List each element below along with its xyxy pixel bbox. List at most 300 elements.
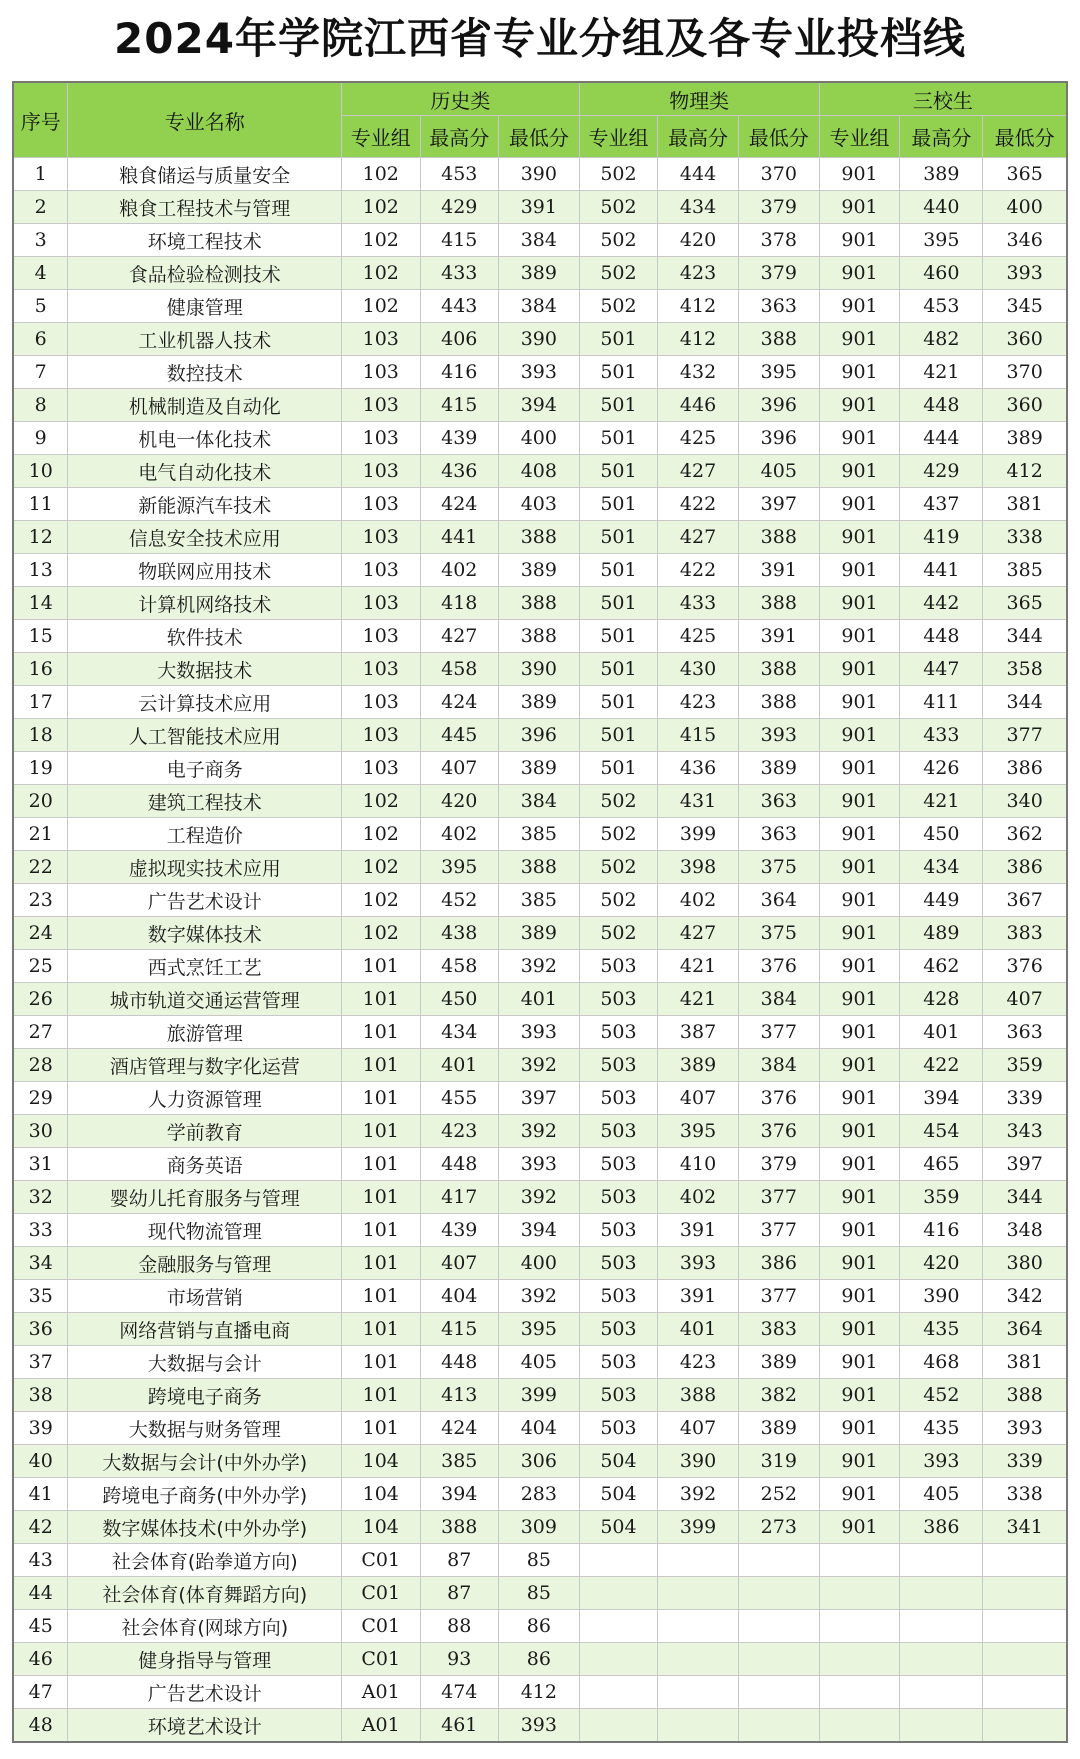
cell-physics-min xyxy=(738,1676,819,1709)
cell-sanxiao-group: 901 xyxy=(819,389,900,422)
table-row xyxy=(13,686,1067,719)
cell-seq: 29 xyxy=(13,1082,68,1115)
cell-physics-group xyxy=(579,1577,657,1610)
cell-sanxiao-group: 901 xyxy=(819,1379,900,1412)
cell-history-group: C01 xyxy=(342,1643,420,1676)
table-row xyxy=(13,1577,1067,1610)
cell-physics-max: 407 xyxy=(658,1082,739,1115)
cell-history-min: 390 xyxy=(498,323,579,356)
cell-history-max: 450 xyxy=(420,983,498,1016)
cell-major-name: 计算机网络技术 xyxy=(68,587,342,620)
cell-major-name: 人工智能技术应用 xyxy=(68,719,342,752)
table-row xyxy=(13,1115,1067,1148)
cell-major-name: 机电一体化技术 xyxy=(68,422,342,455)
table-row xyxy=(13,1511,1067,1544)
cell-physics-group: 502 xyxy=(579,785,657,818)
cell-history-group: 101 xyxy=(342,1412,420,1445)
table-body xyxy=(13,158,1067,1743)
cell-history-group: 103 xyxy=(342,323,420,356)
cell-history-min: 389 xyxy=(498,752,579,785)
cell-major-name: 信息安全技术应用 xyxy=(68,521,342,554)
cell-physics-group: 502 xyxy=(579,158,657,191)
cell-seq: 30 xyxy=(13,1115,68,1148)
cell-physics-max xyxy=(658,1577,739,1610)
cell-sanxiao-max: 435 xyxy=(900,1412,983,1445)
cell-physics-min: 396 xyxy=(738,422,819,455)
cell-sanxiao-group: 901 xyxy=(819,1049,900,1082)
cell-seq: 39 xyxy=(13,1412,68,1445)
cell-physics-group: 503 xyxy=(579,1379,657,1412)
cell-history-group: A01 xyxy=(342,1709,420,1743)
cell-seq: 47 xyxy=(13,1676,68,1709)
cell-major-name: 社会体育(网球方向) xyxy=(68,1610,342,1643)
header-sub-group: 专业组 xyxy=(819,116,900,158)
cell-physics-min: 363 xyxy=(738,290,819,323)
cell-history-max: 445 xyxy=(420,719,498,752)
table-row xyxy=(13,884,1067,917)
cell-history-min: 384 xyxy=(498,224,579,257)
cell-physics-max: 412 xyxy=(658,290,739,323)
cell-sanxiao-max: 460 xyxy=(900,257,983,290)
cell-history-min: 393 xyxy=(498,1016,579,1049)
cell-history-max: 415 xyxy=(420,224,498,257)
cell-history-group: 101 xyxy=(342,1181,420,1214)
cell-history-min: 309 xyxy=(498,1511,579,1544)
cell-seq: 41 xyxy=(13,1478,68,1511)
table-row xyxy=(13,389,1067,422)
cell-sanxiao-min: 343 xyxy=(983,1115,1067,1148)
cell-sanxiao-max: 448 xyxy=(900,620,983,653)
cell-history-group: 101 xyxy=(342,1115,420,1148)
cell-history-group: 102 xyxy=(342,158,420,191)
cell-physics-max: 399 xyxy=(658,1511,739,1544)
cell-history-group: 101 xyxy=(342,1313,420,1346)
cell-history-max: 474 xyxy=(420,1676,498,1709)
cell-history-max: 424 xyxy=(420,1412,498,1445)
cell-major-name: 人力资源管理 xyxy=(68,1082,342,1115)
cell-seq: 8 xyxy=(13,389,68,422)
cell-physics-min: 384 xyxy=(738,983,819,1016)
header-group-physics: 物理类 xyxy=(579,82,819,116)
cell-physics-group: 503 xyxy=(579,1280,657,1313)
cell-history-min: 306 xyxy=(498,1445,579,1478)
cell-history-max: 455 xyxy=(420,1082,498,1115)
cell-physics-max: 387 xyxy=(658,1016,739,1049)
cell-seq: 3 xyxy=(13,224,68,257)
cell-history-group: 101 xyxy=(342,983,420,1016)
cell-physics-max: 390 xyxy=(658,1445,739,1478)
cell-sanxiao-group: 901 xyxy=(819,1082,900,1115)
cell-sanxiao-group: 901 xyxy=(819,1511,900,1544)
cell-history-min: 394 xyxy=(498,389,579,422)
table-row xyxy=(13,587,1067,620)
cell-sanxiao-max: 411 xyxy=(900,686,983,719)
cell-history-min: 389 xyxy=(498,686,579,719)
table-row xyxy=(13,1709,1067,1743)
cell-physics-min: 377 xyxy=(738,1280,819,1313)
cell-history-min: 395 xyxy=(498,1313,579,1346)
cell-history-min: 392 xyxy=(498,950,579,983)
table-row xyxy=(13,224,1067,257)
cell-seq: 17 xyxy=(13,686,68,719)
cell-sanxiao-max: 395 xyxy=(900,224,983,257)
cell-physics-group xyxy=(579,1610,657,1643)
cell-physics-group: 501 xyxy=(579,422,657,455)
cell-physics-max: 420 xyxy=(658,224,739,257)
header-sub-max: 最高分 xyxy=(420,116,498,158)
cell-sanxiao-min: 377 xyxy=(983,719,1067,752)
cell-physics-max: 421 xyxy=(658,950,739,983)
cell-history-max: 458 xyxy=(420,950,498,983)
cell-sanxiao-max xyxy=(900,1544,983,1577)
cell-sanxiao-min: 389 xyxy=(983,422,1067,455)
cell-seq: 19 xyxy=(13,752,68,785)
cell-sanxiao-max: 419 xyxy=(900,521,983,554)
cell-history-min: 389 xyxy=(498,257,579,290)
cell-physics-min: 391 xyxy=(738,620,819,653)
cell-physics-min: 395 xyxy=(738,356,819,389)
cell-physics-max: 398 xyxy=(658,851,739,884)
header-sub-min: 最低分 xyxy=(498,116,579,158)
cell-major-name: 旅游管理 xyxy=(68,1016,342,1049)
cell-history-max: 407 xyxy=(420,1247,498,1280)
cell-history-min: 390 xyxy=(498,653,579,686)
cell-major-name: 健身指导与管理 xyxy=(68,1643,342,1676)
cell-physics-group: 503 xyxy=(579,950,657,983)
table-row xyxy=(13,1676,1067,1709)
cell-history-group: 103 xyxy=(342,389,420,422)
cell-sanxiao-min: 364 xyxy=(983,1313,1067,1346)
cell-sanxiao-max: 429 xyxy=(900,455,983,488)
cell-physics-group: 503 xyxy=(579,983,657,1016)
table-row xyxy=(13,1016,1067,1049)
cell-history-min: 412 xyxy=(498,1676,579,1709)
table-row xyxy=(13,1313,1067,1346)
cell-physics-max: 446 xyxy=(658,389,739,422)
cell-history-min: 384 xyxy=(498,290,579,323)
cell-physics-group: 501 xyxy=(579,620,657,653)
cell-history-max: 438 xyxy=(420,917,498,950)
cell-seq: 12 xyxy=(13,521,68,554)
cell-physics-group: 502 xyxy=(579,884,657,917)
cell-physics-group: 501 xyxy=(579,653,657,686)
cell-history-max: 434 xyxy=(420,1016,498,1049)
cell-sanxiao-max: 386 xyxy=(900,1511,983,1544)
cell-sanxiao-max: 448 xyxy=(900,389,983,422)
cell-physics-group: 501 xyxy=(579,719,657,752)
cell-physics-min: 389 xyxy=(738,1412,819,1445)
cell-history-max: 87 xyxy=(420,1577,498,1610)
cell-sanxiao-group: 901 xyxy=(819,356,900,389)
cell-seq: 20 xyxy=(13,785,68,818)
cell-physics-min xyxy=(738,1610,819,1643)
cell-history-min: 86 xyxy=(498,1643,579,1676)
cell-history-group: 103 xyxy=(342,554,420,587)
cell-sanxiao-min: 344 xyxy=(983,620,1067,653)
cell-physics-max: 422 xyxy=(658,488,739,521)
cell-sanxiao-min: 393 xyxy=(983,257,1067,290)
cell-physics-min: 382 xyxy=(738,1379,819,1412)
cell-physics-group xyxy=(579,1676,657,1709)
cell-history-min: 391 xyxy=(498,191,579,224)
cell-sanxiao-min: 397 xyxy=(983,1148,1067,1181)
cell-major-name: 食品检验检测技术 xyxy=(68,257,342,290)
cell-physics-max: 427 xyxy=(658,917,739,950)
cell-history-max: 417 xyxy=(420,1181,498,1214)
table-row xyxy=(13,851,1067,884)
cell-history-group: 102 xyxy=(342,191,420,224)
cell-physics-group: 501 xyxy=(579,356,657,389)
cell-major-name: 虚拟现实技术应用 xyxy=(68,851,342,884)
cell-physics-group: 503 xyxy=(579,1313,657,1346)
cell-sanxiao-max: 447 xyxy=(900,653,983,686)
cell-sanxiao-min: 383 xyxy=(983,917,1067,950)
cell-major-name: 社会体育(体育舞蹈方向) xyxy=(68,1577,342,1610)
cell-sanxiao-max: 440 xyxy=(900,191,983,224)
cell-seq: 42 xyxy=(13,1511,68,1544)
cell-physics-group: 503 xyxy=(579,1214,657,1247)
cell-physics-max: 423 xyxy=(658,257,739,290)
cell-major-name: 西式烹饪工艺 xyxy=(68,950,342,983)
header-sub-max: 最高分 xyxy=(658,116,739,158)
cell-sanxiao-min: 400 xyxy=(983,191,1067,224)
cell-history-max: 441 xyxy=(420,521,498,554)
cell-major-name: 数控技术 xyxy=(68,356,342,389)
table-row xyxy=(13,158,1067,191)
cell-major-name: 城市轨道交通运营管理 xyxy=(68,983,342,1016)
table-row xyxy=(13,1049,1067,1082)
cell-sanxiao-min xyxy=(983,1577,1067,1610)
table-row xyxy=(13,488,1067,521)
cell-physics-max: 425 xyxy=(658,620,739,653)
cell-history-group: 104 xyxy=(342,1511,420,1544)
cell-history-min: 388 xyxy=(498,587,579,620)
table-row xyxy=(13,323,1067,356)
cell-history-group: 103 xyxy=(342,455,420,488)
cell-seq: 34 xyxy=(13,1247,68,1280)
cell-major-name: 软件技术 xyxy=(68,620,342,653)
header-group-history: 历史类 xyxy=(342,82,580,116)
cell-sanxiao-group xyxy=(819,1610,900,1643)
cell-physics-max: 425 xyxy=(658,422,739,455)
cell-major-name: 现代物流管理 xyxy=(68,1214,342,1247)
cell-major-name: 工业机器人技术 xyxy=(68,323,342,356)
cell-sanxiao-max: 450 xyxy=(900,818,983,851)
cell-physics-group: 501 xyxy=(579,587,657,620)
cell-history-min: 392 xyxy=(498,1181,579,1214)
cell-sanxiao-min: 360 xyxy=(983,389,1067,422)
table-row xyxy=(13,1346,1067,1379)
header-major-name: 专业名称 xyxy=(68,82,342,158)
cell-history-min: 394 xyxy=(498,1214,579,1247)
cell-major-name: 物联网应用技术 xyxy=(68,554,342,587)
cell-history-max: 424 xyxy=(420,488,498,521)
cell-sanxiao-min: 362 xyxy=(983,818,1067,851)
cell-physics-min: 375 xyxy=(738,917,819,950)
cell-major-name: 环境工程技术 xyxy=(68,224,342,257)
cell-physics-group: 501 xyxy=(579,752,657,785)
cell-physics-max: 401 xyxy=(658,1313,739,1346)
table-row xyxy=(13,719,1067,752)
cell-physics-group: 502 xyxy=(579,224,657,257)
table-row xyxy=(13,1379,1067,1412)
table-row xyxy=(13,1478,1067,1511)
cell-history-max: 416 xyxy=(420,356,498,389)
cell-seq: 37 xyxy=(13,1346,68,1379)
cell-sanxiao-max: 433 xyxy=(900,719,983,752)
cell-seq: 45 xyxy=(13,1610,68,1643)
cell-seq: 27 xyxy=(13,1016,68,1049)
cell-sanxiao-min: 388 xyxy=(983,1379,1067,1412)
cell-history-max: 388 xyxy=(420,1511,498,1544)
cell-physics-min xyxy=(738,1577,819,1610)
cell-physics-min xyxy=(738,1709,819,1743)
cell-history-min: 400 xyxy=(498,422,579,455)
cell-physics-max xyxy=(658,1676,739,1709)
cell-history-min: 396 xyxy=(498,719,579,752)
cell-physics-max: 430 xyxy=(658,653,739,686)
table-header xyxy=(13,82,1067,158)
cell-sanxiao-group: 901 xyxy=(819,1478,900,1511)
cell-sanxiao-min xyxy=(983,1709,1067,1743)
cell-physics-min: 397 xyxy=(738,488,819,521)
score-table xyxy=(12,81,1068,1743)
cell-history-max: 429 xyxy=(420,191,498,224)
cell-physics-min: 391 xyxy=(738,554,819,587)
cell-major-name: 网络营销与直播电商 xyxy=(68,1313,342,1346)
cell-history-min: 397 xyxy=(498,1082,579,1115)
cell-physics-group: 504 xyxy=(579,1478,657,1511)
cell-history-min: 389 xyxy=(498,554,579,587)
cell-sanxiao-max: 452 xyxy=(900,1379,983,1412)
cell-history-max: 452 xyxy=(420,884,498,917)
table-row xyxy=(13,983,1067,1016)
cell-physics-group xyxy=(579,1643,657,1676)
cell-history-group: 102 xyxy=(342,290,420,323)
cell-physics-max: 412 xyxy=(658,323,739,356)
cell-major-name: 环境艺术设计 xyxy=(68,1709,342,1743)
cell-physics-max: 431 xyxy=(658,785,739,818)
cell-history-group: 103 xyxy=(342,488,420,521)
cell-seq: 38 xyxy=(13,1379,68,1412)
cell-major-name: 金融服务与管理 xyxy=(68,1247,342,1280)
cell-history-min: 405 xyxy=(498,1346,579,1379)
cell-seq: 10 xyxy=(13,455,68,488)
cell-physics-max: 391 xyxy=(658,1280,739,1313)
cell-history-min: 408 xyxy=(498,455,579,488)
cell-history-min: 85 xyxy=(498,1577,579,1610)
cell-seq: 28 xyxy=(13,1049,68,1082)
table-row xyxy=(13,917,1067,950)
cell-sanxiao-min xyxy=(983,1544,1067,1577)
cell-seq: 11 xyxy=(13,488,68,521)
cell-seq: 1 xyxy=(13,158,68,191)
table-row xyxy=(13,257,1067,290)
cell-sanxiao-max: 442 xyxy=(900,587,983,620)
cell-sanxiao-min: 340 xyxy=(983,785,1067,818)
cell-history-min: 388 xyxy=(498,851,579,884)
cell-sanxiao-min: 346 xyxy=(983,224,1067,257)
cell-history-group: 101 xyxy=(342,1379,420,1412)
cell-physics-group: 504 xyxy=(579,1445,657,1478)
cell-sanxiao-max: 421 xyxy=(900,356,983,389)
cell-sanxiao-max: 359 xyxy=(900,1181,983,1214)
cell-history-min: 401 xyxy=(498,983,579,1016)
cell-physics-min: 405 xyxy=(738,455,819,488)
cell-sanxiao-min: 386 xyxy=(983,752,1067,785)
cell-physics-max: 444 xyxy=(658,158,739,191)
cell-physics-group: 503 xyxy=(579,1082,657,1115)
cell-history-group: 103 xyxy=(342,653,420,686)
cell-sanxiao-group: 901 xyxy=(819,785,900,818)
cell-history-max: 406 xyxy=(420,323,498,356)
table-row xyxy=(13,785,1067,818)
cell-sanxiao-min: 370 xyxy=(983,356,1067,389)
cell-history-min: 389 xyxy=(498,917,579,950)
cell-history-max: 453 xyxy=(420,158,498,191)
cell-sanxiao-group: 901 xyxy=(819,1280,900,1313)
cell-sanxiao-min: 342 xyxy=(983,1280,1067,1313)
cell-major-name: 酒店管理与数字化运营 xyxy=(68,1049,342,1082)
cell-sanxiao-max xyxy=(900,1610,983,1643)
cell-seq: 18 xyxy=(13,719,68,752)
cell-physics-max: 434 xyxy=(658,191,739,224)
cell-major-name: 大数据与会计(中外办学) xyxy=(68,1445,342,1478)
cell-seq: 25 xyxy=(13,950,68,983)
cell-seq: 44 xyxy=(13,1577,68,1610)
cell-physics-min: 378 xyxy=(738,224,819,257)
cell-history-min: 404 xyxy=(498,1412,579,1445)
cell-history-max: 461 xyxy=(420,1709,498,1743)
cell-sanxiao-max: 482 xyxy=(900,323,983,356)
cell-history-max: 448 xyxy=(420,1346,498,1379)
cell-major-name: 电气自动化技术 xyxy=(68,455,342,488)
cell-history-max: 395 xyxy=(420,851,498,884)
cell-physics-max: 410 xyxy=(658,1148,739,1181)
cell-physics-min: 386 xyxy=(738,1247,819,1280)
cell-history-max: 407 xyxy=(420,752,498,785)
cell-history-max: 418 xyxy=(420,587,498,620)
cell-physics-group: 503 xyxy=(579,1247,657,1280)
cell-physics-max: 391 xyxy=(658,1214,739,1247)
cell-sanxiao-max xyxy=(900,1643,983,1676)
cell-physics-min: 389 xyxy=(738,1346,819,1379)
cell-sanxiao-max: 434 xyxy=(900,851,983,884)
cell-physics-min: 273 xyxy=(738,1511,819,1544)
cell-physics-max: 389 xyxy=(658,1049,739,1082)
cell-physics-max: 392 xyxy=(658,1478,739,1511)
cell-physics-group: 502 xyxy=(579,818,657,851)
cell-history-group: 104 xyxy=(342,1478,420,1511)
cell-major-name: 建筑工程技术 xyxy=(68,785,342,818)
cell-major-name: 健康管理 xyxy=(68,290,342,323)
cell-major-name: 大数据与会计 xyxy=(68,1346,342,1379)
cell-history-min: 403 xyxy=(498,488,579,521)
cell-seq: 4 xyxy=(13,257,68,290)
cell-physics-group: 503 xyxy=(579,1148,657,1181)
header-sub-group: 专业组 xyxy=(579,116,657,158)
cell-history-max: 87 xyxy=(420,1544,498,1577)
cell-history-max: 427 xyxy=(420,620,498,653)
cell-major-name: 跨境电子商务 xyxy=(68,1379,342,1412)
cell-major-name: 数字媒体技术 xyxy=(68,917,342,950)
cell-sanxiao-min: 339 xyxy=(983,1082,1067,1115)
cell-sanxiao-group: 901 xyxy=(819,1445,900,1478)
cell-sanxiao-max: 416 xyxy=(900,1214,983,1247)
cell-seq: 46 xyxy=(13,1643,68,1676)
table-row xyxy=(13,1148,1067,1181)
cell-history-group: 103 xyxy=(342,719,420,752)
